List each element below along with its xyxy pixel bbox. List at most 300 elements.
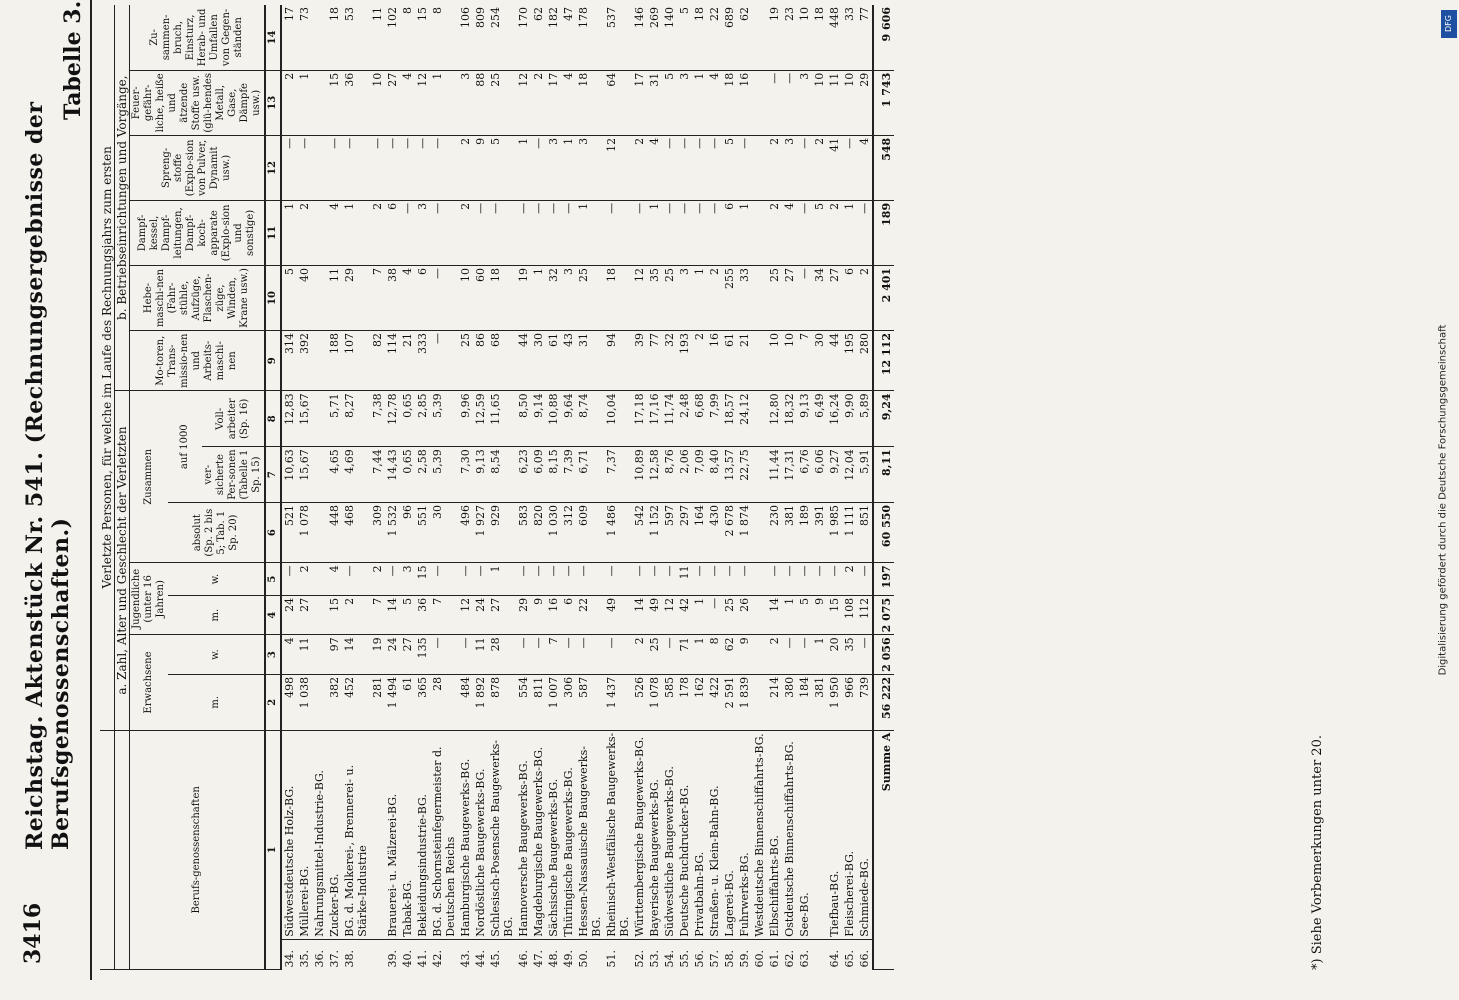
table-cell: — xyxy=(782,70,797,135)
table-cell: 739 xyxy=(857,674,873,730)
table-cell: 10,88 xyxy=(546,391,561,447)
table-cell: 11,44 xyxy=(767,447,782,503)
table-cell: — xyxy=(662,563,677,596)
table-cell: 689 xyxy=(722,5,737,70)
row-number xyxy=(812,939,827,969)
header-versicherte: ver-sicherte Per-sonen (Tabelle 1 Sp. 15) xyxy=(202,447,265,503)
table-cell: 1 038 xyxy=(297,674,312,730)
row-name: Müllerei-BG. xyxy=(297,730,312,939)
row-name: BG. d. Schornsteinfegermeister d. Deutschen Reichs xyxy=(430,730,458,939)
table-cell: 8,15 xyxy=(546,447,561,503)
row-name: Hannoversche Baugewerks-BG. xyxy=(516,730,531,939)
table-cell: 9 xyxy=(531,595,546,635)
table-cell: 24 xyxy=(385,635,400,675)
row-name: Württembergische Baugewerks-BG. xyxy=(632,730,647,939)
table-cell: 140 xyxy=(662,5,677,70)
table-cell: 106 xyxy=(458,5,473,70)
table-cell: 8 xyxy=(707,635,722,675)
table-cell: 2 591 xyxy=(722,674,737,730)
digitization-credit: Digitalisierung gefördert durch die Deutsche Forschungsgemeinschaft xyxy=(1437,324,1449,676)
table-cell: — xyxy=(473,200,488,265)
table-cell: 22 xyxy=(707,5,722,70)
header-c11: Dampf-kessel, Dampf-leitungen, Dampf-koch-apparate (Explo-sion und sonstige) xyxy=(130,200,266,265)
table-cell: 851 xyxy=(857,502,873,562)
table-cell: — xyxy=(842,135,857,200)
table-row xyxy=(488,5,516,970)
table-cell: 25 xyxy=(647,635,662,675)
table-cell: 162 xyxy=(692,674,707,730)
table-cell: 10 xyxy=(458,265,473,330)
table-cell: — xyxy=(297,135,312,200)
table-cell: 2 xyxy=(281,70,297,135)
row-name: Fleischerei-BG. xyxy=(842,730,857,939)
table-cell: 1 437 xyxy=(604,674,632,730)
table-cell: 34 xyxy=(812,265,827,330)
row-name: Westdeutsche Binnenschiffahrts-BG. xyxy=(752,730,767,939)
table-cell: 2,85 xyxy=(415,391,430,447)
table-cell: — xyxy=(737,563,752,596)
group-a: a. Zahl, Alter und Geschlecht der Verletzten xyxy=(115,391,130,730)
table-cell: 35 xyxy=(842,635,857,675)
table-cell: — xyxy=(430,635,458,675)
table-cell: 14 xyxy=(342,635,370,675)
header-c10: Hebe-maschi-nen (Fahr-stühle, Aufzüge, Flaschen-züge, Winden, Krane usw.) xyxy=(130,265,266,330)
column-number: 4 xyxy=(265,595,281,635)
header-absolut: absolut (Sp. 2 bis 5; Tab. 1 Sp. 20) xyxy=(168,502,265,562)
table-cell: 0,65 xyxy=(400,447,415,503)
table-cell: — xyxy=(430,563,458,596)
table-cell: 17,18 xyxy=(632,391,647,447)
table-cell: 49 xyxy=(604,595,632,635)
row-number: 46. xyxy=(517,950,530,968)
table-row xyxy=(342,5,370,970)
table-cell: 382 xyxy=(327,674,342,730)
footnote: *) Siehe Vorbemerkungen unter 20. xyxy=(1310,735,1325,970)
header-youths-m: m. xyxy=(168,595,265,635)
row-number: 35. xyxy=(298,950,311,968)
table-cell: — xyxy=(707,563,722,596)
table-cell: 17 xyxy=(281,5,297,70)
table-cell: — xyxy=(782,635,797,675)
table-cell: 5 xyxy=(662,70,677,135)
table-cell: 7,38 xyxy=(370,391,385,447)
table-cell: 12,78 xyxy=(385,391,400,447)
table-cell: 9 xyxy=(473,135,488,200)
table-cell: 15 xyxy=(327,70,342,135)
table-row xyxy=(576,5,604,970)
table-cell: 281 xyxy=(370,674,385,730)
row-number: 53. xyxy=(648,950,661,968)
table-cell xyxy=(312,563,327,596)
table-cell: 1 xyxy=(842,200,857,265)
table-cell: 24,12 xyxy=(737,391,752,447)
table-cell: 18,57 xyxy=(722,391,737,447)
table-cell: 3 xyxy=(576,135,604,200)
table-row xyxy=(797,5,812,970)
table-cell: 30 xyxy=(812,331,827,391)
table-cell: 12,58 xyxy=(647,447,662,503)
table-cell: 39 xyxy=(632,331,647,391)
table-cell: 1 xyxy=(488,563,516,596)
table-cell: 22 xyxy=(576,595,604,635)
table-cell: 5,71 xyxy=(327,391,342,447)
table-cell: 16,24 xyxy=(827,391,842,447)
table-cell: — xyxy=(400,135,415,200)
table-cell: 5 xyxy=(797,595,812,635)
table-cell: 2,06 xyxy=(677,447,692,503)
row-number: 44. xyxy=(474,950,487,968)
table-cell: 86 xyxy=(473,331,488,391)
sum-cell: 60 550 xyxy=(873,502,894,562)
table-cell: 61 xyxy=(546,331,561,391)
table-row xyxy=(297,5,312,970)
sum-cell: 2 401 xyxy=(873,265,894,330)
table-cell: 114 xyxy=(385,331,400,391)
table-cell: 17 xyxy=(632,70,647,135)
row-name: Hessen-Nassauische Baugewerks-BG. xyxy=(576,730,604,939)
table-cell: 2,48 xyxy=(677,391,692,447)
row-name: Südwestliche Baugewerks-BG. xyxy=(662,730,677,939)
table-cell: — xyxy=(722,563,737,596)
page-number: 3416 xyxy=(20,902,46,964)
table-cell: 2 xyxy=(767,200,782,265)
table-row xyxy=(842,5,857,970)
row-number: 64. xyxy=(828,950,841,968)
table-cell xyxy=(312,265,327,330)
table-cell: 17 xyxy=(546,70,561,135)
table-cell: 20 xyxy=(827,635,842,675)
table-cell: 164 xyxy=(692,502,707,562)
table-cell: 597 xyxy=(662,502,677,562)
table-cell: 6 xyxy=(561,595,576,635)
table-cell: 21 xyxy=(400,331,415,391)
table-cell: — xyxy=(385,563,400,596)
table-cell: 82 xyxy=(370,331,385,391)
table-cell: 38 xyxy=(385,265,400,330)
table-cell: 2 xyxy=(370,563,385,596)
table-cell: 27 xyxy=(385,70,400,135)
row-name: Nahrungsmittel-Industrie-BG. xyxy=(312,730,327,939)
table-cell: — xyxy=(797,635,812,675)
table-cell: 8,74 xyxy=(576,391,604,447)
row-number: 47. xyxy=(532,950,545,968)
table-cell: 809 xyxy=(473,5,488,70)
table-cell: 8 xyxy=(430,5,458,70)
table-cell: — xyxy=(531,635,546,675)
table-cell: 73 xyxy=(297,5,312,70)
table-cell: — xyxy=(767,70,782,135)
table-row xyxy=(370,5,385,970)
table-cell: 1 111 xyxy=(842,502,857,562)
row-name: Tabak-BG. xyxy=(400,730,415,939)
table-cell: 554 xyxy=(516,674,531,730)
table-cell: — xyxy=(546,200,561,265)
table-row xyxy=(707,5,722,970)
table-cell: 77 xyxy=(857,5,873,70)
table-cell: 24 xyxy=(473,595,488,635)
table-cell: 1 839 xyxy=(737,674,752,730)
table-cell: 9,96 xyxy=(458,391,473,447)
table-cell: 1 950 xyxy=(827,674,842,730)
table-cell: 18 xyxy=(488,265,516,330)
table-row xyxy=(632,5,647,970)
table-cell: 4 xyxy=(707,70,722,135)
header-auf1000: auf 1000 xyxy=(168,391,202,503)
table-row xyxy=(516,5,531,970)
table-row xyxy=(327,5,342,970)
table-cell: 97 xyxy=(327,635,342,675)
sum-label: Summe A xyxy=(873,730,894,969)
sum-cell: 189 xyxy=(873,200,894,265)
table-cell: 2 xyxy=(370,200,385,265)
table-cell: 12 xyxy=(458,595,473,635)
table-cell: — xyxy=(327,135,342,200)
table-cell: — xyxy=(797,200,812,265)
table-cell xyxy=(312,5,327,70)
row-name: Zucker-BG. xyxy=(327,730,342,939)
table-cell: 6,71 xyxy=(576,447,604,503)
table-cell: — xyxy=(561,200,576,265)
header-youths-w: w. xyxy=(168,563,265,596)
table-cell: 14,43 xyxy=(385,447,400,503)
table-cell: — xyxy=(857,635,873,675)
table-cell: 49 xyxy=(647,595,662,635)
table-cell: — xyxy=(662,135,677,200)
table-cell: — xyxy=(531,563,546,596)
table-cell: 44 xyxy=(516,331,531,391)
table-cell: 10 xyxy=(782,331,797,391)
table-cell: 40 xyxy=(297,265,312,330)
table-cell: 4 xyxy=(647,135,662,200)
row-name: Bekleidungsindustrie-BG. xyxy=(415,730,430,939)
table-cell xyxy=(752,70,767,135)
table-cell: 102 xyxy=(385,5,400,70)
row-number: 50. xyxy=(577,950,590,968)
table-cell: 1 xyxy=(430,70,458,135)
table-cell: 7,37 xyxy=(604,447,632,503)
table-cell xyxy=(312,595,327,635)
table-cell: 1 xyxy=(531,265,546,330)
table-cell: 6 xyxy=(385,200,400,265)
table-cell: 112 xyxy=(857,595,873,635)
table-cell: — xyxy=(516,635,531,675)
row-number: 51. xyxy=(605,950,618,968)
row-name: Fuhrwerks-BG. xyxy=(737,730,752,939)
row-number: 49. xyxy=(562,950,575,968)
table-cell: 1 078 xyxy=(647,674,662,730)
table-cell: 521 xyxy=(281,502,297,562)
row-number: 57. xyxy=(708,950,721,968)
table-cell xyxy=(312,200,327,265)
column-number: 14 xyxy=(265,5,281,70)
table-cell: 4 xyxy=(327,200,342,265)
table-cell: — xyxy=(632,200,647,265)
table-cell: 5,39 xyxy=(430,447,458,503)
table-cell: 135 xyxy=(415,635,430,675)
table-row xyxy=(561,5,576,970)
table-cell: 1 xyxy=(782,595,797,635)
table-cell xyxy=(752,265,767,330)
table-cell: 585 xyxy=(662,674,677,730)
table-cell: 8,54 xyxy=(488,447,516,503)
column-number: 9 xyxy=(265,331,281,391)
table-cell: 392 xyxy=(297,331,312,391)
table-cell: 2 xyxy=(767,135,782,200)
table-cell: 4 xyxy=(400,265,415,330)
table-cell: 4 xyxy=(782,200,797,265)
table-cell: — xyxy=(281,563,297,596)
table-cell: 15 xyxy=(415,563,430,596)
header-vollarbeiter: Voll-arbeiter (Sp. 16) xyxy=(202,391,265,447)
table-cell: 2 xyxy=(707,265,722,330)
table-cell: 0,65 xyxy=(400,391,415,447)
table-cell xyxy=(752,200,767,265)
table-cell: 31 xyxy=(576,331,604,391)
table-cell: 19 xyxy=(767,5,782,70)
table-cell xyxy=(312,502,327,562)
row-name: Lagerei-BG. xyxy=(722,730,737,939)
title-rule xyxy=(90,0,92,980)
table-cell: 71 xyxy=(677,635,692,675)
table-cell: 15 xyxy=(327,595,342,635)
table-cell: 41 xyxy=(827,135,842,200)
sum-row xyxy=(873,5,894,970)
table-cell: — xyxy=(516,563,531,596)
table-cell: 27 xyxy=(782,265,797,330)
table-cell: 12 xyxy=(415,70,430,135)
table-cell: 11,74 xyxy=(662,391,677,447)
table-cell: 33 xyxy=(842,5,857,70)
column-number: 5 xyxy=(265,563,281,596)
table-cell xyxy=(752,563,767,596)
table-cell: — xyxy=(827,563,842,596)
table-cell: 537 xyxy=(604,5,632,70)
table-cell: 61 xyxy=(400,674,415,730)
header-adults: Erwachsene xyxy=(130,635,169,730)
table-cell: 452 xyxy=(342,674,370,730)
row-number: 66. xyxy=(858,950,871,968)
table-cell: 484 xyxy=(458,674,473,730)
table-cell: 4 xyxy=(400,70,415,135)
row-name xyxy=(812,730,827,939)
header-zusammen: Zusammen xyxy=(130,391,169,563)
table-cell: 269 xyxy=(647,5,662,70)
table-cell: 1 xyxy=(516,135,531,200)
table-cell: 68 xyxy=(488,331,516,391)
header-name: Berufs-genossenschaften xyxy=(130,730,266,969)
table-cell: 16 xyxy=(737,70,752,135)
table-cell: — xyxy=(430,135,458,200)
table-cell: 16 xyxy=(546,595,561,635)
row-number: 38. xyxy=(343,950,356,968)
table-cell: 33 xyxy=(737,265,752,330)
table-cell: 5 xyxy=(677,5,692,70)
table-cell xyxy=(312,391,327,447)
table-cell xyxy=(752,502,767,562)
table-cell: 430 xyxy=(707,502,722,562)
table-cell: 25 xyxy=(458,331,473,391)
table-cell: 2 xyxy=(531,70,546,135)
table-cell: 27 xyxy=(297,595,312,635)
table-cell: 3 xyxy=(782,135,797,200)
table-row xyxy=(430,5,458,970)
table-cell: 61 xyxy=(722,331,737,391)
table-cell: 195 xyxy=(842,331,857,391)
column-number: 3 xyxy=(265,635,281,675)
table-cell: 7 xyxy=(430,595,458,635)
table-cell: 15 xyxy=(827,595,842,635)
table-cell: 811 xyxy=(531,674,546,730)
column-number-row xyxy=(265,5,281,970)
table-cell: 12,04 xyxy=(842,447,857,503)
table-cell: 230 xyxy=(767,502,782,562)
header-c9: Mo-toren, Trans-missio-nen und Arbeits-maschi-nen xyxy=(130,331,266,391)
table-cell: 3 xyxy=(546,135,561,200)
table-cell: 2 xyxy=(297,200,312,265)
table-cell: 2 xyxy=(692,331,707,391)
table-cell xyxy=(312,447,327,503)
group-b: b. Betriebseinrichtungen und Vorgänge, xyxy=(115,5,130,391)
sum-cell: 1 743 xyxy=(873,70,894,135)
table-row xyxy=(662,5,677,970)
table-row xyxy=(827,5,842,970)
table-cell: 878 xyxy=(488,674,516,730)
table-cell: 2 xyxy=(842,563,857,596)
table-cell: 1 985 xyxy=(827,502,842,562)
table-cell: 27 xyxy=(400,635,415,675)
table-cell: 62 xyxy=(722,635,737,675)
table-cell: 314 xyxy=(281,331,297,391)
sum-cell: 197 xyxy=(873,563,894,596)
row-number: 41. xyxy=(416,950,429,968)
table-cell: 3 xyxy=(400,563,415,596)
table-cell: 380 xyxy=(782,674,797,730)
table-cell: 448 xyxy=(327,502,342,562)
table-cell: 381 xyxy=(812,674,827,730)
table-cell: 5,39 xyxy=(430,391,458,447)
table-cell: 214 xyxy=(767,674,782,730)
table-cell: — xyxy=(797,265,812,330)
table-cell: — xyxy=(430,331,458,391)
table-cell: — xyxy=(546,563,561,596)
table-cell xyxy=(752,674,767,730)
table-cell: 36 xyxy=(342,70,370,135)
table-cell: 193 xyxy=(677,331,692,391)
table-cell: 7 xyxy=(797,331,812,391)
table-cell: — xyxy=(400,200,415,265)
row-number: 62. xyxy=(783,950,796,968)
table-row xyxy=(767,5,782,970)
column-number: 6 xyxy=(265,502,281,562)
row-number: 56. xyxy=(693,950,706,968)
table-cell: 11,65 xyxy=(488,391,516,447)
table-cell: 10,63 xyxy=(281,447,297,503)
table-cell: 30 xyxy=(531,331,546,391)
table-cell: — xyxy=(531,200,546,265)
row-number: 39. xyxy=(386,950,399,968)
table-row xyxy=(647,5,662,970)
table-cell: 1 892 xyxy=(473,674,488,730)
table-cell: 6,23 xyxy=(516,447,531,503)
table-cell: 1 xyxy=(692,70,707,135)
row-number: 58. xyxy=(723,950,736,968)
table-cell: 526 xyxy=(632,674,647,730)
table-cell: 13,57 xyxy=(722,447,737,503)
table-cell: 8,40 xyxy=(707,447,722,503)
row-number: 43. xyxy=(459,950,472,968)
table-cell: 5 xyxy=(812,200,827,265)
table-cell: 18 xyxy=(812,5,827,70)
